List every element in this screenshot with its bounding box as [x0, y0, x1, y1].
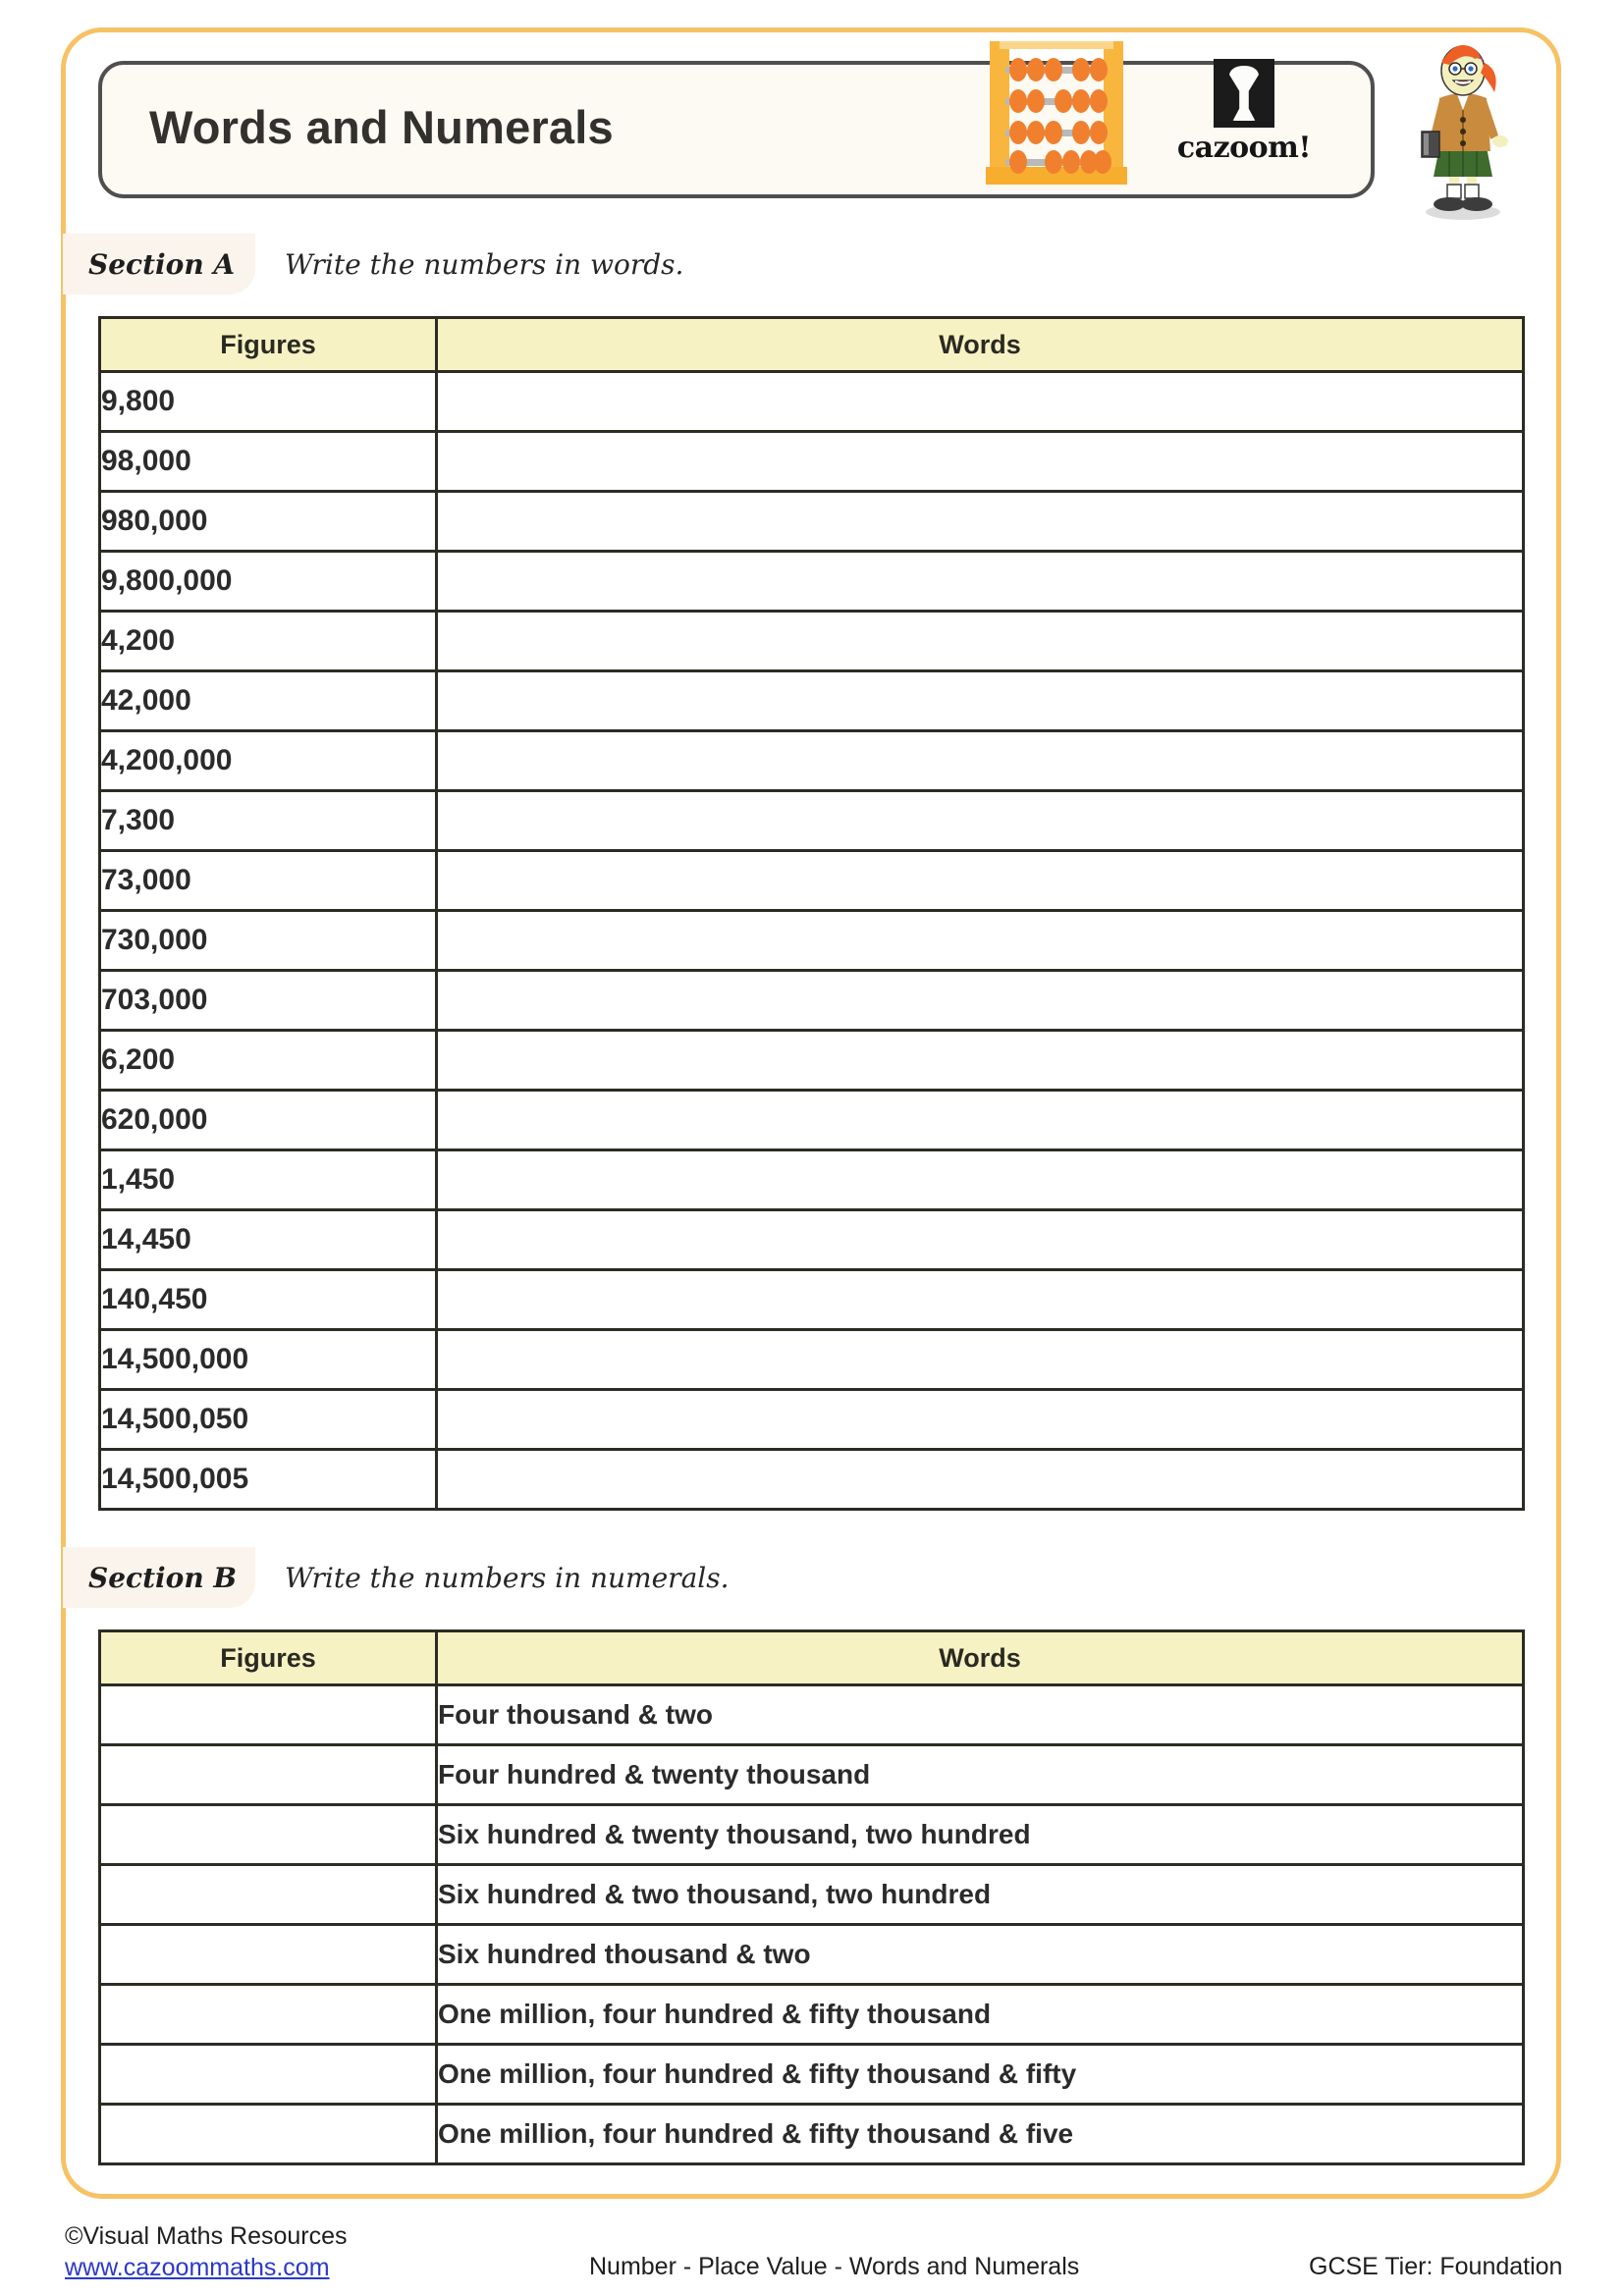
answer-cell-words[interactable]: [437, 1450, 1524, 1510]
answer-cell-words[interactable]: [437, 1150, 1524, 1210]
answer-cell-figures[interactable]: [100, 1985, 437, 2045]
answer-cell-words[interactable]: [437, 1091, 1524, 1150]
prompt-cell-words: Six hundred thousand & two: [437, 1925, 1524, 1985]
table-row: [100, 731, 1524, 791]
table-row: [100, 671, 1524, 731]
answer-cell-words[interactable]: [437, 851, 1524, 911]
prompt-cell-words: Six hundred & twenty thousand, two hundred: [437, 1805, 1524, 1865]
prompt-cell-figures: 703,000: [100, 971, 437, 1031]
answer-cell-words[interactable]: [437, 1270, 1524, 1330]
prompt-cell-figures: 620,000: [100, 1091, 437, 1150]
answer-cell-words[interactable]: [437, 1210, 1524, 1270]
section-a-table: [98, 316, 1525, 1511]
answer-cell-words[interactable]: [437, 1390, 1524, 1450]
column-header-words: Words: [437, 1631, 1524, 1685]
table-row: [100, 1091, 1524, 1150]
prompt-cell-figures: 42,000: [100, 671, 437, 731]
table-row: [100, 1925, 1524, 1985]
prompt-cell-words: One million, four hundred & fifty thousand & fifty: [437, 2045, 1524, 2105]
section-a-instruction: Write the numbers in words.: [285, 247, 684, 281]
section-a-pill: [63, 234, 255, 294]
table-header-row: [100, 1631, 1524, 1685]
table-row: [100, 612, 1524, 671]
prompt-cell-figures: 4,200: [100, 612, 437, 671]
prompt-cell-figures: 14,450: [100, 1210, 437, 1270]
prompt-cell-figures: 1,450: [100, 1150, 437, 1210]
answer-cell-words[interactable]: [437, 612, 1524, 671]
section-b-instruction: Write the numbers in numerals.: [285, 1561, 730, 1594]
answer-cell-words[interactable]: [437, 1031, 1524, 1091]
prompt-cell-figures: 9,800,000: [100, 552, 437, 612]
section-b-table: [98, 1629, 1525, 2165]
table-row: [100, 492, 1524, 552]
footer-topic: Number - Place Value - Words and Numerals: [589, 2253, 1080, 2280]
column-header-figures: Figures: [100, 318, 437, 372]
table-row: [100, 1685, 1524, 1745]
footer-credit-block: [65, 2220, 348, 2283]
footer-website-link[interactable]: www.cazoommaths.com: [65, 2254, 330, 2281]
prompt-cell-words: One million, four hundred & fifty thousand: [437, 1985, 1524, 2045]
prompt-cell-figures: 4,200,000: [100, 731, 437, 791]
answer-cell-words[interactable]: [437, 791, 1524, 851]
table-row: [100, 1390, 1524, 1450]
prompt-cell-figures: 73,000: [100, 851, 437, 911]
answer-cell-words[interactable]: [437, 372, 1524, 432]
table-row: [100, 911, 1524, 971]
table-row: [100, 1150, 1524, 1210]
page-title: Words and Numerals: [149, 101, 614, 153]
table-row: [100, 1210, 1524, 1270]
prompt-cell-figures: 140,450: [100, 1270, 437, 1330]
answer-cell-words[interactable]: [437, 552, 1524, 612]
table-row: [100, 791, 1524, 851]
table-row: [100, 1031, 1524, 1091]
answer-cell-words[interactable]: [437, 971, 1524, 1031]
cazoom-hourglass-icon: [1214, 59, 1274, 128]
answer-cell-figures[interactable]: [100, 1685, 437, 1745]
answer-cell-words[interactable]: [437, 432, 1524, 492]
answer-cell-figures[interactable]: [100, 1865, 437, 1925]
answer-cell-words[interactable]: [437, 671, 1524, 731]
table-row: [100, 372, 1524, 432]
table-row: [100, 1805, 1524, 1865]
prompt-cell-words: Six hundred & two thousand, two hundred: [437, 1865, 1524, 1925]
prompt-cell-figures: 7,300: [100, 791, 437, 851]
answer-cell-figures[interactable]: [100, 1805, 437, 1865]
abacus-icon: [982, 37, 1131, 192]
table-row: [100, 2045, 1524, 2105]
prompt-cell-words: Four hundred & twenty thousand: [437, 1745, 1524, 1805]
column-header-figures: Figures: [100, 1631, 437, 1685]
answer-cell-figures[interactable]: [100, 2105, 437, 2164]
section-b-pill: [63, 1547, 255, 1608]
answer-cell-words[interactable]: [437, 731, 1524, 791]
section-b-label: Section B: [88, 1561, 238, 1594]
table-header-row: [100, 318, 1524, 372]
table-row: [100, 1865, 1524, 1925]
footer-tier: GCSE Tier: Foundation: [1309, 2253, 1563, 2280]
page-footer: [0, 2220, 1624, 2289]
prompt-cell-figures: 98,000: [100, 432, 437, 492]
answer-cell-figures[interactable]: [100, 1925, 437, 1985]
prompt-cell-words: One million, four hundred & fifty thousand & five: [437, 2105, 1524, 2164]
cazoom-logo: [1169, 59, 1319, 175]
prompt-cell-figures: 9,800: [100, 372, 437, 432]
table-row: [100, 971, 1524, 1031]
answer-cell-words[interactable]: [437, 1330, 1524, 1390]
footer-copyright: ©Visual Maths Resources: [65, 2222, 348, 2250]
answer-cell-words[interactable]: [437, 492, 1524, 552]
cazoom-wordmark: cazoom!: [1176, 131, 1312, 165]
answer-cell-figures[interactable]: [100, 2045, 437, 2105]
answer-cell-figures[interactable]: [100, 1745, 437, 1805]
prompt-cell-figures: 14,500,050: [100, 1390, 437, 1450]
prompt-cell-figures: 730,000: [100, 911, 437, 971]
prompt-cell-figures: 14,500,005: [100, 1450, 437, 1510]
table-row: [100, 1270, 1524, 1330]
section-a-header: [63, 234, 683, 294]
answer-cell-words[interactable]: [437, 911, 1524, 971]
teacher-character-illustration: [1406, 37, 1516, 224]
section-b-header: [63, 1547, 729, 1608]
table-row: [100, 851, 1524, 911]
table-row: [100, 432, 1524, 492]
prompt-cell-figures: 6,200: [100, 1031, 437, 1091]
section-a-label: Section A: [88, 247, 236, 281]
table-row: [100, 1745, 1524, 1805]
table-row: [100, 1985, 1524, 2045]
prompt-cell-words: Four thousand & two: [437, 1685, 1524, 1745]
table-row: [100, 1450, 1524, 1510]
table-row: [100, 552, 1524, 612]
table-row: [100, 2105, 1524, 2164]
prompt-cell-figures: 14,500,000: [100, 1330, 437, 1390]
table-row: [100, 1330, 1524, 1390]
column-header-words: Words: [437, 318, 1524, 372]
prompt-cell-figures: 980,000: [100, 492, 437, 552]
